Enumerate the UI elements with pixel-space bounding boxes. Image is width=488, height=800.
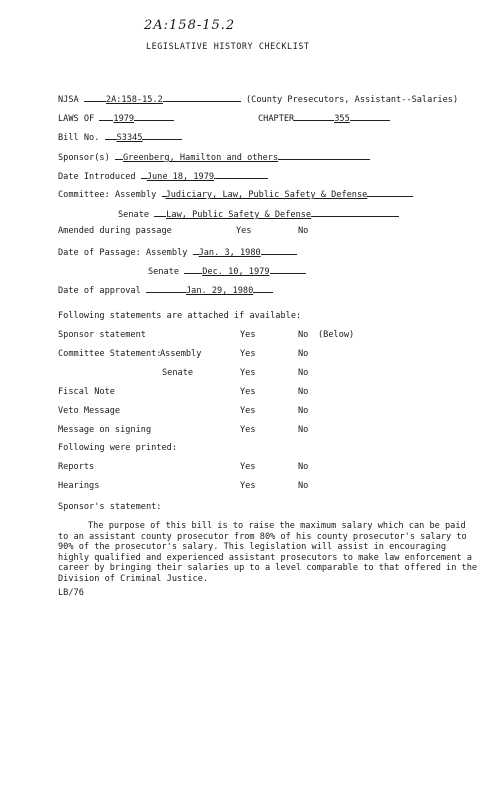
fiscal-note-no: No <box>298 387 309 397</box>
veto-message-label: Veto Message <box>58 406 121 416</box>
following-attached-heading: Following statements are attached if available: <box>58 311 302 321</box>
amended-no: No <box>298 226 309 236</box>
amended-yes: Yes <box>236 226 252 236</box>
reports-label: Reports <box>58 462 95 472</box>
reports-no: No <box>298 462 309 472</box>
hearings-yes: Yes <box>240 481 256 491</box>
sponsor-statement-heading: Sponsor's statement: <box>58 502 162 512</box>
njsa-row <box>58 92 458 105</box>
sponsor-statement-no: No <box>298 330 309 340</box>
committee-statement-senate-no: No <box>298 368 309 378</box>
njsa-topic: (County Presecutors, Assistant--Salaries) <box>246 95 459 105</box>
passage-assembly-label: Assembly <box>145 248 188 258</box>
committee-senate-value: Law, Public Safety & Defense <box>166 210 312 220</box>
sponsor-statement-text: The purpose of this bill is to raise the maximum salary which can be paid to an assistant county prosecutor from 80% of his county prosecutor's salary to 90% of the prosecutor's salary. This legislation will assist in encouraging highly qualified and experienced assistant prosecutors to make law enforcement a career by bringing their salaries up to a level comparable to that offered in the Division of Criminal Justice. <box>58 521 478 584</box>
committee-statement-senate-yes: Yes <box>240 368 256 378</box>
passage-assembly-value: Jan. 3, 1980 <box>198 248 261 258</box>
date-of-approval-label: Date of approval <box>58 286 141 296</box>
chapter-value: 355 <box>334 114 350 124</box>
passage-senate-value: Dec. 10, 1979 <box>202 267 270 277</box>
committee-statement-assembly-yes: Yes <box>240 349 256 359</box>
committee-statement-senate-label: Senate <box>162 368 194 378</box>
chapter-row <box>258 111 390 124</box>
sponsor-statement-note: (Below) <box>318 330 355 340</box>
bill-no-value: S3345 <box>116 133 143 143</box>
handwritten-reference: 2A:158-15.2 <box>144 18 236 33</box>
committee-senate-row <box>118 207 399 220</box>
laws-of-value: 1979 <box>113 114 135 124</box>
chapter-label: CHAPTER <box>258 114 295 124</box>
committee-assembly-row <box>58 187 413 200</box>
date-introduced-value: June 18, 1979 <box>146 172 215 182</box>
date-of-passage-label: Date of Passage: <box>58 248 141 258</box>
fiscal-note-label: Fiscal Note <box>58 387 115 397</box>
date-introduced-label: Date Introduced <box>58 172 136 182</box>
committee-assembly-value: Judiciary, Law, Public Safety & Defense <box>165 190 368 200</box>
passage-assembly-row <box>58 245 297 258</box>
hearings-no: No <box>298 481 309 491</box>
date-introduced-row <box>58 169 268 182</box>
hearings-label: Hearings <box>58 481 100 491</box>
veto-message-yes: Yes <box>240 406 256 416</box>
laws-of-row <box>58 111 174 124</box>
sponsor-statement-label: Sponsor statement <box>58 330 146 340</box>
following-printed-heading: Following were printed: <box>58 443 177 453</box>
signing-message-no: No <box>298 425 309 435</box>
approval-row <box>58 283 273 296</box>
passage-senate-label: Senate <box>148 267 180 277</box>
sponsor-statement-yes: Yes <box>240 330 256 340</box>
reports-yes: Yes <box>240 462 256 472</box>
njsa-value: 2A:158-15.2 <box>105 95 163 105</box>
page-title: LEGISLATIVE HISTORY CHECKLIST <box>146 41 310 51</box>
sponsors-value: Greenberg, Hamilton and others <box>122 153 279 163</box>
veto-message-no: No <box>298 406 309 416</box>
amended-label: Amended during passage <box>58 226 172 236</box>
committee-assembly-label: Assembly <box>114 190 157 200</box>
passage-senate-row <box>148 264 306 277</box>
njsa-label: NJSA <box>58 95 79 105</box>
committee-senate-label: Senate <box>118 210 150 220</box>
committee-label: Committee: <box>58 190 110 200</box>
laws-of-label: LAWS OF <box>58 114 95 124</box>
fiscal-note-yes: Yes <box>240 387 256 397</box>
date-of-approval-value: Jan. 29, 1980 <box>185 286 254 296</box>
signing-message-yes: Yes <box>240 425 256 435</box>
signing-message-label: Message on signing <box>58 425 152 435</box>
bill-no-row <box>58 130 182 143</box>
footer-code: LB/76 <box>58 588 84 598</box>
committee-statement-assembly-label: Assembly <box>160 349 202 359</box>
committee-statement-assembly-no: No <box>298 349 309 359</box>
sponsors-row <box>58 150 370 163</box>
committee-statement-label: Committee Statement: <box>58 349 162 359</box>
bill-no-label: Bill No. <box>58 133 100 143</box>
sponsors-label: Sponsor(s) <box>58 153 110 163</box>
